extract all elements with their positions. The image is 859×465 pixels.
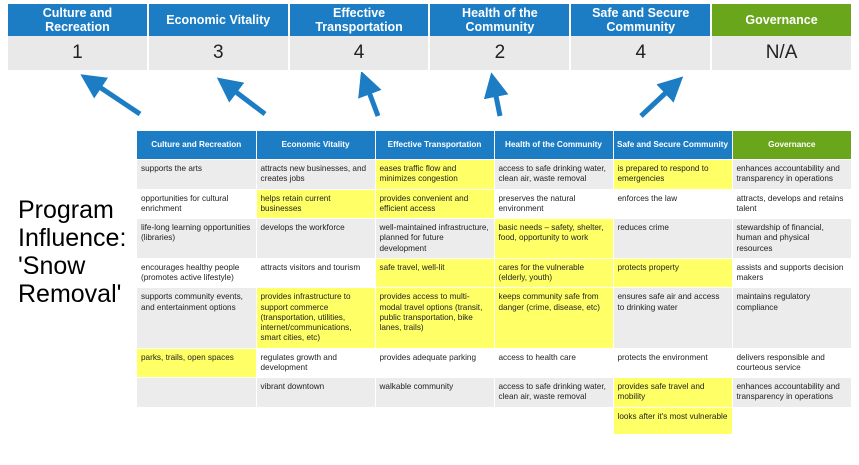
matrix-cell: safe travel, well-lit [375, 258, 494, 288]
summary-header-cell: Safe and Secure Community [571, 4, 712, 36]
arrow-2 [228, 86, 265, 114]
summary-score-cell: 4 [571, 36, 712, 70]
matrix-cell: life-long learning opportunities (libraries) [137, 219, 256, 259]
matrix-cell: enhances accountability and transparency in operations [732, 160, 851, 190]
arrow-1 [92, 82, 140, 114]
matrix-cell: provides convenient and efficient access [375, 189, 494, 219]
matrix-cell: attracts new businesses, and creates jobs [256, 160, 375, 190]
matrix-cell: attracts visitors and tourism [256, 258, 375, 288]
summary-header-cell: Governance [712, 4, 851, 36]
summary-score-row [8, 36, 851, 70]
matrix-cell: cares for the vulnerable (elderly, youth) [494, 258, 613, 288]
matrix-header-cell: Governance [732, 131, 851, 160]
summary-band [8, 4, 851, 70]
matrix-header-row [137, 131, 851, 160]
matrix-cell: is prepared to respond to emergencies [613, 160, 732, 190]
matrix-cell: preserves the natural environment [494, 189, 613, 219]
matrix-cell: well-maintained infrastructure, planned for future development [375, 219, 494, 259]
table-row [137, 407, 851, 434]
matrix-header-cell: Culture and Recreation [137, 131, 256, 160]
matrix-header-cell: Safe and Secure Community [613, 131, 732, 160]
matrix-cell: walkable community [375, 378, 494, 408]
arrow-5 [641, 86, 673, 116]
matrix-cell: attracts, develops and retains talent [732, 189, 851, 219]
matrix-cell: supports the arts [137, 160, 256, 190]
table-row [137, 258, 851, 288]
matrix-cell: access to safe drinking water, clean air, waste removal [494, 160, 613, 190]
summary-score-cell: 3 [149, 36, 290, 70]
table-row [137, 288, 851, 348]
matrix-cell: assists and supports decision makers [732, 258, 851, 288]
matrix-cell: opportunities for cultural enrichment [137, 189, 256, 219]
summary-score-cell: 2 [430, 36, 571, 70]
matrix-cell: provides access to multi-modal travel options (transit, public transportation, bike lanes, trails) [375, 288, 494, 348]
matrix-cell [494, 407, 613, 434]
matrix-cell [375, 407, 494, 434]
matrix-header-cell: Economic Vitality [256, 131, 375, 160]
matrix-cell: encourages healthy people (promotes active lifestyle) [137, 258, 256, 288]
matrix-cell: provides infrastructure to support commerce (transportation, utilities, internet/communications, smart cities, etc) [256, 288, 375, 348]
matrix-cell: delivers responsible and courteous service [732, 348, 851, 378]
summary-score-cell: N/A [765, 42, 798, 63]
matrix-cell: provides adequate parking [375, 348, 494, 378]
matrix-cell: stewardship of financial, human and physical resources [732, 219, 851, 259]
matrix-cell: protects the environment [613, 348, 732, 378]
matrix-header-cell: Effective Transportation [375, 131, 494, 160]
matrix-header-cell: Health of the Community [494, 131, 613, 160]
matrix-cell [137, 378, 256, 408]
matrix-cell: eases traffic flow and minimizes congestion [375, 160, 494, 190]
matrix-cell: enhances accountability and transparency in operations [732, 378, 851, 408]
arrow-3 [366, 84, 378, 116]
table-row [137, 219, 851, 259]
matrix-cell [732, 407, 851, 434]
table-row [137, 378, 851, 408]
matrix-cell: basic needs – safety, shelter, food, opportunity to work [494, 219, 613, 259]
matrix-cell: looks after it's most vulnerable [613, 407, 732, 434]
matrix-cell: protects property [613, 258, 732, 288]
table-row [137, 348, 851, 378]
matrix-body [137, 160, 851, 435]
table-row [137, 189, 851, 219]
matrix-cell: provides safe travel and mobility [613, 378, 732, 408]
table-row [137, 160, 851, 190]
matrix-cell: enforces the law [613, 189, 732, 219]
summary-header-row [8, 4, 851, 36]
summary-header-cell: Culture and Recreation [8, 4, 149, 36]
matrix-cell: reduces crime [613, 219, 732, 259]
arrows-layer [0, 72, 859, 132]
arrow-4 [494, 86, 500, 116]
matrix-cell: regulates growth and development [256, 348, 375, 378]
summary-header-cell: Health of the Community [430, 4, 571, 36]
matrix-cell: access to safe drinking water, clean air, waste removal [494, 378, 613, 408]
summary-score-cell: 1 [8, 36, 149, 70]
matrix-cell [137, 407, 256, 434]
matrix-cell [256, 407, 375, 434]
matrix-cell: access to health care [494, 348, 613, 378]
matrix-cell: ensures safe air and access to drinking water [613, 288, 732, 348]
matrix-cell: maintains regulatory compliance [732, 288, 851, 348]
matrix-cell: keeps community safe from danger (crime, disease, etc) [494, 288, 613, 348]
matrix-cell: helps retain current businesses [256, 189, 375, 219]
matrix-cell: supports community events, and entertainment options [137, 288, 256, 348]
summary-score-cell: 4 [290, 36, 431, 70]
summary-header-cell: Economic Vitality [149, 4, 290, 36]
influence-matrix [137, 131, 851, 435]
matrix-cell: vibrant downtown [256, 378, 375, 408]
summary-header-cell: Effective Transportation [290, 4, 431, 36]
matrix-cell: parks, trails, open spaces [137, 348, 256, 378]
matrix-cell: develops the workforce [256, 219, 375, 259]
page-title: Program Influence: 'Snow Removal' [18, 196, 127, 308]
